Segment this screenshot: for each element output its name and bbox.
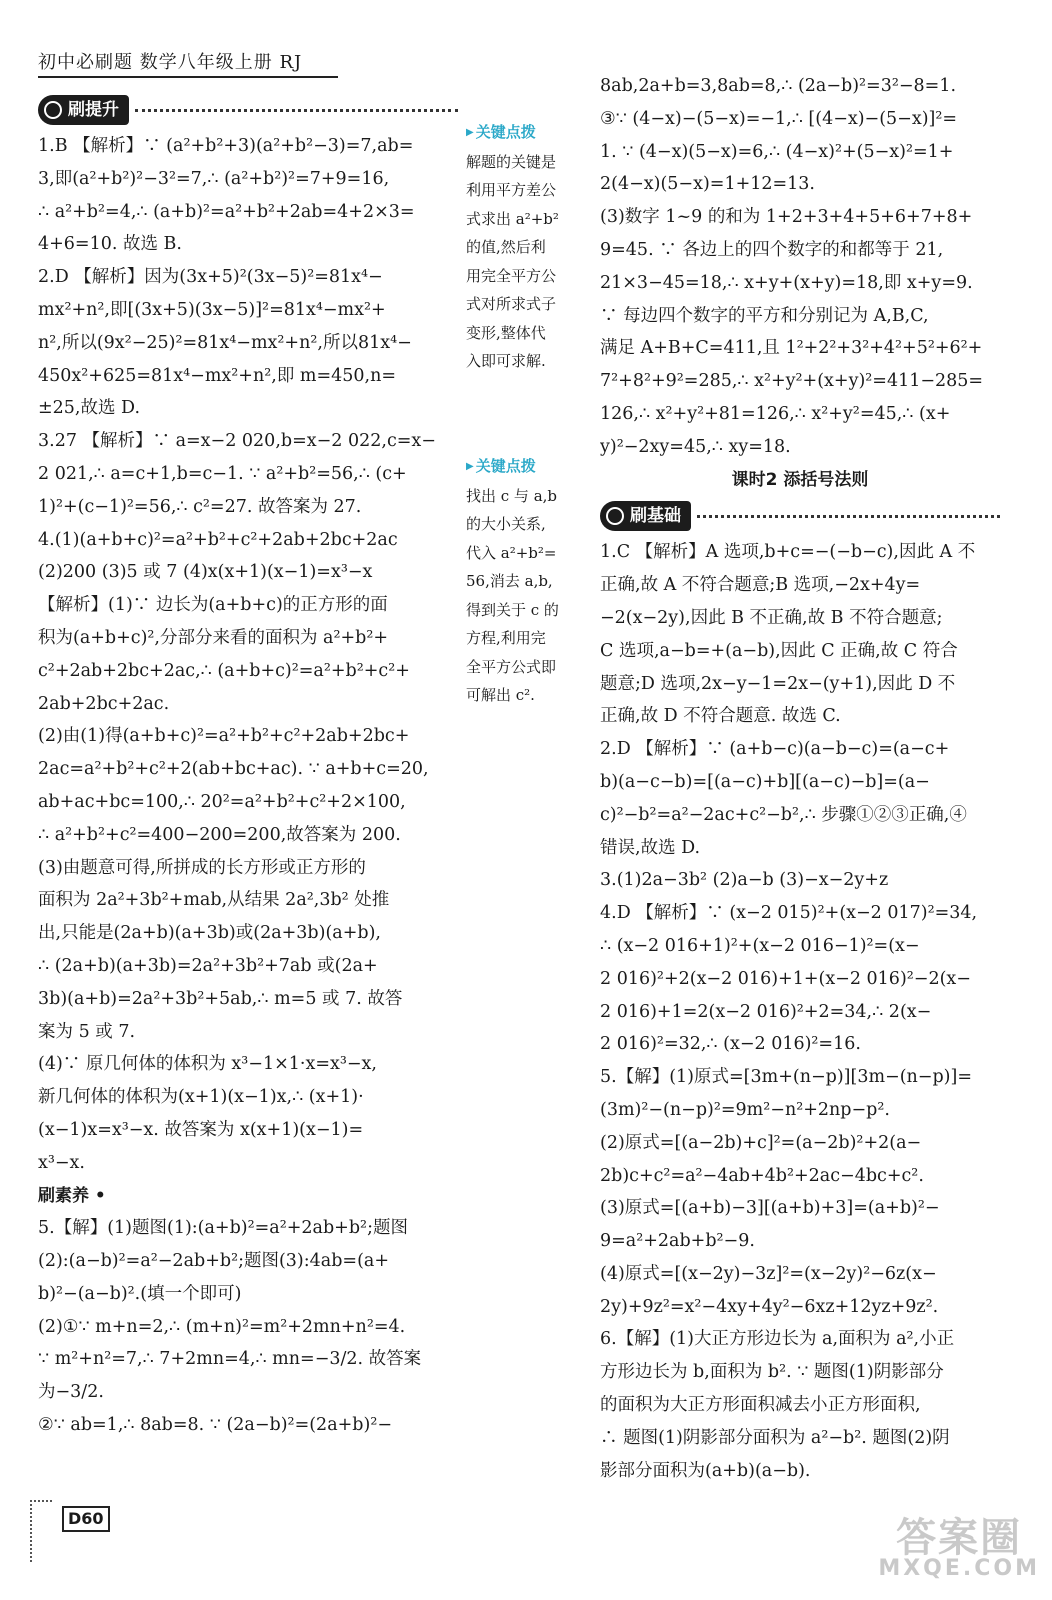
- note-line: 用完全平方公: [466, 266, 557, 285]
- text-line: 1.B 【解析】∵ (a²+b²+3)(a²+b²−3)=7,ab=: [38, 136, 414, 156]
- key-point-tag: ▶ 关键点拨: [466, 118, 581, 148]
- text-line: n²,所以(9x²−25)²=81x⁴−mx²+n²,所以81x⁴−: [38, 332, 412, 353]
- watermark-cn: 答案圈: [896, 1515, 1023, 1561]
- right-solutions: [600, 70, 1000, 464]
- text-line: (2)①∵ m+n=2,∴ (m+n)²=m²+2mn+n²=4.: [38, 1316, 406, 1337]
- text-line: ∴ a²+b²=4,∴ (a+b)²=a²+b²+2ab=4+2×3=: [38, 201, 415, 222]
- left-column: [38, 90, 458, 1442]
- text-line: (2):(a−b)²=a²−2ab+b²;题图(3):4ab=(a+: [38, 1251, 390, 1272]
- text-line: 9=a²+2ab+b²−9.: [600, 1231, 755, 1252]
- key-point-tag: ▶ 关键点拨: [466, 452, 581, 482]
- text-line: (3)数字 1~9 的和为 1+2+3+4+5+6+7+8+: [600, 207, 973, 228]
- text-line: 出,只能是(2a+b)(a+3b)或(2a+3b)(a+b),: [38, 923, 381, 944]
- text-line: 21×3−45=18,∴ x+y+(x+y)=18,即 x+y=9.: [600, 272, 973, 293]
- text-line: 2.D 【解析】∵ (a+b−c)(a−b−c)=(a−c+: [600, 739, 950, 760]
- text-line: ∴ 题图(1)阴影部分面积为 a²−b². 题图(2)阴: [600, 1427, 950, 1448]
- text-line: ∴ (2a+b)(a+3b)=2a²+3b²+7ab 或(2a+: [38, 955, 378, 976]
- text-line: 5.【解】(1)原式=[3m+(n−p)][3m−(n−p)]=: [600, 1067, 972, 1088]
- text-line: (3)原式=[(a+b)−3][(a+b)+3]=(a+b)²−: [600, 1198, 940, 1219]
- side-note-lines: [466, 482, 581, 710]
- text-line: 5.【解】(1)题图(1):(a+b)²=a²+2ab+b²;题图: [38, 1218, 408, 1239]
- text-line: 6.【解】(1)大正方形边长为 a,面积为 a²,小正: [600, 1329, 955, 1350]
- note-line: 入即可求解.: [466, 352, 546, 370]
- text-line: ∵ m²+n²=7,∴ 7+2mn=4,∴ mn=−3/2. 故答案: [38, 1349, 422, 1370]
- section-banner-jichu: [600, 498, 1000, 534]
- text-line: 正确,故 A 不符合题意;B 选项,−2x+4y=: [600, 575, 921, 596]
- text-line: 9=45. ∵ 各边上的四个数字的和都等于 21,: [600, 239, 944, 260]
- page-header: 初中必刷题 数学八年级上册 RJ: [38, 52, 303, 73]
- text-line: 3b)(a+b)=2a²+3b²+5ab,∴ m=5 或 7. 故答: [38, 988, 403, 1009]
- text-line: 2 016)²+2(x−2 016)+1+(x−2 016)²−2(x−: [600, 968, 971, 989]
- text-line: 积为(a+b+c)²,分部分来看的面积为 a²+b²+: [38, 627, 389, 648]
- text-line: 126,∴ x²+y²+81=126,∴ x²+y²=45,∴ (x+: [600, 403, 951, 424]
- note-line: 56,消去 a,b,: [466, 572, 553, 590]
- note-line: 全平方公式即: [466, 657, 557, 676]
- text-line: 错误,故选 D.: [600, 837, 701, 858]
- text-line: b)(a−c−b)=[(a−c)+b][(a−c)−b]=(a−: [600, 771, 930, 792]
- right-column: [600, 70, 1000, 1487]
- lesson-title: 课时2 添括号法则: [731, 469, 869, 490]
- text-line: 2y)+9z²=x²−4xy+4y²−6xz+12yz+9z².: [600, 1296, 939, 1317]
- text-line: 3.27 【解析】∵ a=x−2 020,b=x−2 022,c=x−: [38, 431, 436, 452]
- text-line: 【解析】(1)∵ 边长为(a+b+c)的正方形的面: [38, 595, 388, 616]
- left-solutions: [38, 130, 458, 1180]
- text-line: 影部分面积为(a+b)(a−b).: [600, 1460, 811, 1481]
- text-line: 4+6=10. 故选 B.: [38, 234, 182, 255]
- text-line: (2)由(1)得(a+b+c)²=a²+b²+c²+2ab+2bc+: [38, 726, 410, 747]
- text-line: (x−1)x=x³−x. 故答案为 x(x+1)(x−1)=: [38, 1119, 364, 1140]
- text-line: 为−3/2.: [38, 1382, 104, 1403]
- text-line: 1. ∵ (4−x)(5−x)=6,∴ (4−x)²+(5−x)²=1+: [600, 141, 954, 162]
- text-line: 方形边长为 b,面积为 b². ∵ 题图(1)阴影部分: [600, 1362, 944, 1383]
- side-note-1: [466, 118, 581, 376]
- note-line: 变形,整体代: [466, 323, 546, 342]
- text-line: 正确,故 D 不符合题意. 故选 C.: [600, 706, 841, 727]
- text-line: 2.D 【解析】因为(3x+5)²(3x−5)²=81x⁴−: [38, 267, 383, 288]
- section-banner-tisheng: [38, 92, 458, 128]
- text-line: b)²−(a−b)².(填一个即可): [38, 1283, 242, 1304]
- text-line: c)²−b²=a²−2ac+c²−b²,∴ 步骤①②③正确,④: [600, 804, 967, 825]
- text-line: (3)由题意可得,所拼成的长方形或正方形的: [38, 857, 366, 878]
- text-line: 2ab+2bc+2ac.: [38, 693, 170, 714]
- note-line: 得到关于 c 的: [466, 600, 559, 619]
- section-badge: 刷提升: [38, 95, 129, 125]
- text-line: ③∵ (4−x)−(5−x)=−1,∴ [(4−x)−(5−x)]²=: [600, 108, 958, 129]
- note-line: 解题的关键是: [466, 152, 557, 171]
- text-line: (4)原式=[(x−2y)−3z]²=(x−2y)²−6z(x−: [600, 1263, 937, 1284]
- text-line: ∴ a²+b²+c²=400−200=200,故答案为 200.: [38, 824, 401, 845]
- text-line: 2b)c+c²=a²−4ab+4b²+2ac−4bc+c².: [600, 1165, 924, 1186]
- text-line: 7²+8²+9²=285,∴ x²+y²+(x+y)²=411−285=: [600, 371, 984, 392]
- text-line: C 选项,a−b=+(a−b),因此 C 正确,故 C 符合: [600, 640, 958, 661]
- side-note-lines: [466, 148, 581, 376]
- note-line: 式求出 a²+b²: [466, 209, 559, 228]
- badge-icon: [44, 101, 62, 119]
- section-badge: 刷基础: [600, 501, 691, 531]
- text-line: 2 021,∴ a=c+1,b=c−1. ∵ a²+b²=56,∴ (c+: [38, 463, 407, 484]
- text-line: (3m)²−(n−p)²=9m²−n²+2np−p².: [600, 1099, 890, 1120]
- text-line: 题意;D 选项,2x−y−1=2x−(y+1),因此 D 不: [600, 673, 956, 694]
- text-line: 1.C 【解析】A 选项,b+c=−(−b−c),因此 A 不: [600, 542, 976, 563]
- note-line: 的大小关系,: [466, 515, 546, 533]
- text-line: 案为 5 或 7.: [38, 1021, 136, 1042]
- badge-icon: [606, 507, 624, 525]
- text-line: 3,即(a²+b²)²−3²=7,∴ (a²+b²)²=7+9=16,: [38, 168, 390, 189]
- text-line: x³−x.: [38, 1152, 85, 1173]
- header-rule: [38, 76, 338, 78]
- note-line: 代入 a²+b²=: [466, 543, 557, 562]
- right-solutions-2: [600, 536, 1000, 1487]
- text-line: 450x²+625=81x⁴−mx²+n²,即 m=450,n=: [38, 365, 397, 386]
- text-line: y)²−2xy=45,∴ xy=18.: [600, 436, 791, 457]
- page-number: D60: [62, 1506, 110, 1532]
- text-line: mx²+n²,即[(3x+5)(3x−5)]²=81x⁴−mx²+: [38, 299, 386, 320]
- page-corner-mark: [30, 1500, 52, 1562]
- text-line: 4.D 【解析】∵ (x−2 015)²+(x−2 017)²=34,: [600, 903, 978, 924]
- left-solutions-2: [38, 1212, 458, 1442]
- text-line: 满足 A+B+C=411,且 1²+2²+3²+4²+5²+6²+: [600, 338, 983, 359]
- text-line: c²+2ab+2bc+2ac,∴ (a+b+c)²=a²+b²+c²+: [38, 660, 410, 681]
- text-line: 2 016)+1=2(x−2 016)²+2=34,∴ 2(x−: [600, 1001, 932, 1022]
- section-title-suyang: 刷素养 •: [38, 1185, 106, 1206]
- text-line: 的面积为大正方形面积减去小正方形面积,: [600, 1395, 921, 1416]
- text-line: (4)∵ 原几何体的体积为 x³−1×1·x=x³−x,: [38, 1054, 377, 1075]
- text-line: ±25,故选 D.: [38, 398, 141, 419]
- text-line: −2(x−2y),因此 B 不正确,故 B 不符合题意;: [600, 607, 943, 628]
- text-line: 2(4−x)(5−x)=1+12=13.: [600, 174, 815, 195]
- note-line: 的值,然后利: [466, 238, 546, 256]
- note-line: 方程,利用完: [466, 629, 546, 647]
- side-note-2: [466, 452, 581, 710]
- text-line: 2 016)²=32,∴ (x−2 016)²=16.: [600, 1034, 861, 1055]
- text-line: ∵ 每边四个数字的平方和分别记为 A,B,C,: [600, 305, 929, 326]
- text-line: 2ac=a²+b²+c²+2(ab+bc+ac). ∵ a+b+c=20,: [38, 759, 429, 780]
- dotted-rule: [135, 109, 458, 112]
- watermark-en: MXQE.COM: [878, 1556, 1040, 1581]
- text-line: (2)原式=[(a−2b)+c]²=(a−2b)²+2(a−: [600, 1132, 922, 1153]
- text-line: ②∵ ab=1,∴ 8ab=8. ∵ (2a−b)²=(2a+b)²−: [38, 1415, 392, 1436]
- text-line: 3.(1)2a−3b² (2)a−b (3)−x−2y+z: [600, 870, 889, 891]
- text-line: ∴ (x−2 016+1)²+(x−2 016−1)²=(x−: [600, 935, 920, 956]
- watermark: [878, 1515, 1040, 1581]
- note-line: 利用平方差公: [466, 181, 557, 199]
- text-line: 新几何体的体积为(x+1)(x−1)x,∴ (x+1)·: [38, 1087, 364, 1108]
- text-line: ab+ac+bc=100,∴ 20²=a²+b²+c²+2×100,: [38, 791, 406, 812]
- text-line: (2)200 (3)5 或 7 (4)x(x+1)(x−1)=x³−x: [38, 562, 373, 583]
- text-line: 4.(1)(a+b+c)²=a²+b²+c²+2ab+2bc+2ac: [38, 529, 398, 550]
- text-line: 1)²+(c−1)²=56,∴ c²=27. 故答案为 27.: [38, 496, 362, 517]
- dotted-rule: [697, 515, 1000, 518]
- text-line: 面积为 2a²+3b²+mab,从结果 2a²,3b² 处推: [38, 890, 390, 911]
- note-line: 可解出 c².: [466, 686, 535, 704]
- text-line: 8ab,2a+b=3,8ab=8,∴ (2a−b)²=3²−8=1.: [600, 76, 957, 96]
- note-line: 找出 c 与 a,b: [466, 486, 558, 505]
- note-line: 式对所求式子: [466, 295, 557, 313]
